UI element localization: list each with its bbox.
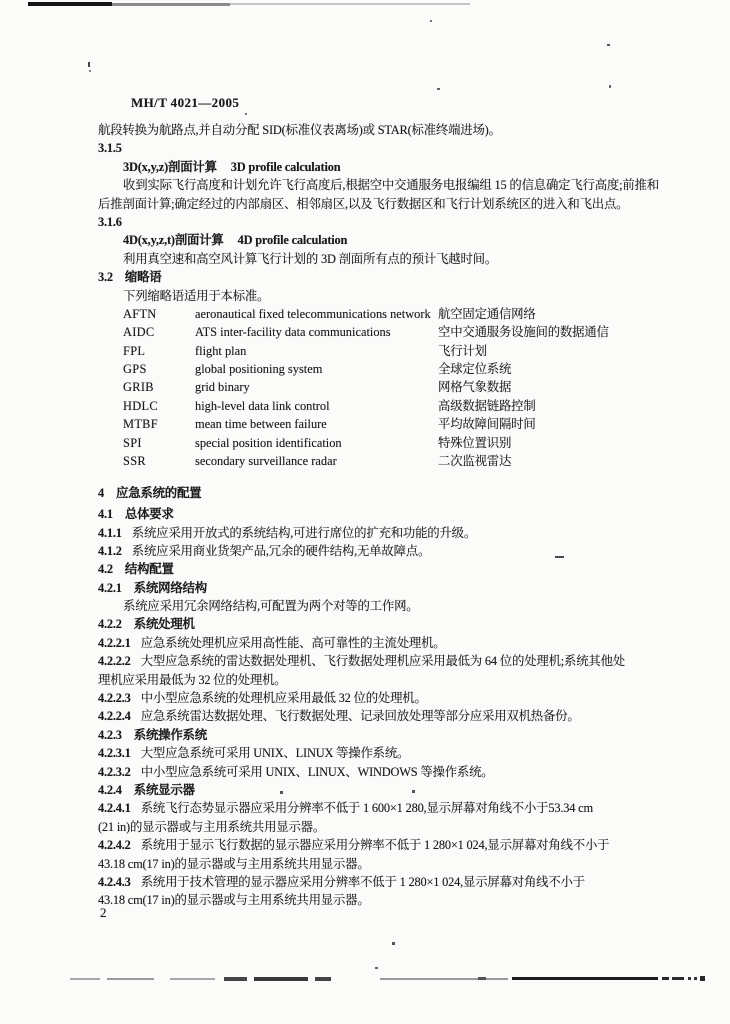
scan-noise-speck <box>392 942 395 945</box>
scan-noise-speck <box>609 85 611 88</box>
abbr-code: GRIB <box>123 380 154 395</box>
abbr-english: aeronautical fixed telecommunications network <box>195 306 431 321</box>
scan-noise-bar <box>478 977 486 980</box>
abbr-code: FPL <box>123 343 146 358</box>
scan-noise-bar <box>70 978 100 980</box>
scan-noise-speck <box>555 556 564 558</box>
clause-text: 理机应采用最低为 32 位的处理机。 <box>98 672 287 687</box>
text-line <box>98 360 646 378</box>
text-line <box>98 378 646 396</box>
scan-noise-bar <box>662 977 669 980</box>
text-line <box>98 891 646 909</box>
scan-noise-speck <box>88 62 90 67</box>
text-line <box>98 818 646 836</box>
text-line <box>98 836 646 854</box>
standard-number-header: MH/T 4021—2005 <box>131 95 240 110</box>
text-line <box>98 397 646 415</box>
clause-text: 航段转换为航路点,并自动分配 SID(标准仪表离场)或 STAR(标准终端进场)。 <box>98 123 501 137</box>
scan-noise-speck <box>437 88 440 90</box>
text-line <box>98 615 646 633</box>
scan-noise-speck <box>430 20 432 22</box>
clause-text: 应急系统处理机应采用高性能、高可靠性的主流处理机。 <box>140 635 446 650</box>
text-line <box>98 873 646 891</box>
text-line <box>98 250 646 268</box>
clause-text: 应急系统的配置 <box>116 485 202 500</box>
scan-noise-bar <box>672 977 684 980</box>
clause-number: 4.2.3 <box>98 727 122 742</box>
abbr-code: HDLC <box>123 398 158 413</box>
clause-text: 系统用于技术管理的显示器应采用分辨率不低于 1 280×1 024,显示屏幕对角线不小于 <box>140 874 585 889</box>
abbr-chinese: 高级数据链路控制 <box>438 398 536 413</box>
clause-number: 4.2.4.3 <box>98 874 131 889</box>
abbr-english: grid binary <box>195 380 250 395</box>
scan-noise-bar <box>28 2 112 6</box>
clause-number: 4.2.1 <box>98 580 122 595</box>
text-line <box>98 799 646 817</box>
clause-number: 4.2.3.2 <box>98 764 131 779</box>
text-line <box>98 579 646 597</box>
term-chinese: 3D(x,y,z)剖面计算 <box>123 159 217 174</box>
abbr-code: SSR <box>123 454 146 469</box>
clause-text: 中小型应急系统的处理机应采用最低 32 位的处理机。 <box>140 691 427 706</box>
clause-number: 3.1.5 <box>98 141 122 156</box>
text-line <box>98 305 646 323</box>
page-number: 2 <box>100 905 107 920</box>
text-line <box>98 139 646 157</box>
text-line <box>98 560 646 578</box>
scan-noise-speck <box>412 790 415 793</box>
text-line <box>98 524 646 542</box>
clause-text: 系统应采用开放式的系统结构,可进行席位的扩充和功能的升级。 <box>131 525 477 540</box>
clause-number: 4 <box>98 485 104 500</box>
text-line <box>98 121 646 139</box>
abbr-chinese: 全球定位系统 <box>438 362 512 377</box>
text-line <box>98 763 646 781</box>
clause-text: 系统应采用商业货架产品,冗余的硬件结构,无单故障点。 <box>131 543 431 558</box>
abbr-chinese: 网格气象数据 <box>438 380 512 395</box>
clause-number: 3.1.6 <box>98 214 122 229</box>
text-line <box>98 744 646 762</box>
scan-noise-bar <box>512 977 658 980</box>
clause-text: 系统处理机 <box>133 617 195 632</box>
text-line <box>98 726 646 744</box>
clause-text: 43.18 cm(17 in)的显示器或与主用系统共用显示器。 <box>98 893 370 908</box>
text-line <box>98 484 646 502</box>
text-line <box>98 195 646 213</box>
clause-text: 利用真空速和高空风计算飞行计划的 3D 剖面所有点的预计飞越时间。 <box>123 251 498 266</box>
text-line <box>98 287 646 305</box>
clause-number: 4.2.2.3 <box>98 691 131 706</box>
document-body <box>98 121 659 910</box>
clause-text: 系统飞行态势显示器应采用分辨率不低于 1 600×1 280,显示屏幕对角线不小于53.34 cm <box>140 801 593 816</box>
abbr-code: GPS <box>123 362 147 377</box>
abbr-english: ATS inter-facility data communications <box>195 325 391 340</box>
clause-number: 4.2.2.4 <box>98 709 131 724</box>
scan-noise-bar <box>170 978 215 980</box>
text-line <box>98 597 646 615</box>
clause-text: 后推剖面计算;确定经过的内部扇区、相邻扇区,以及飞行数据区和飞行计划系统区的进入和飞出点。 <box>98 196 629 211</box>
scan-noise-bar <box>700 976 705 981</box>
text-line <box>98 781 646 799</box>
text-line <box>98 652 646 670</box>
clause-number: 4.1.2 <box>98 543 122 558</box>
text-line <box>98 689 646 707</box>
clause-text: 系统应采用冗余网络结构,可配置为两个对等的工作网。 <box>123 599 419 614</box>
clause-number: 4.2.2.2 <box>98 654 131 669</box>
clause-number: 4.2.2.1 <box>98 635 131 650</box>
term-english: 4D profile calculation <box>237 233 348 248</box>
scan-noise-bar <box>688 977 691 980</box>
abbr-english: high-level data link control <box>195 398 330 413</box>
abbr-english: flight plan <box>195 343 247 358</box>
text-line <box>98 855 646 873</box>
clause-number: 4.2 <box>98 562 113 577</box>
term-chinese: 4D(x,y,z,t)剖面计算 <box>123 233 224 248</box>
clause-number: 4.2.3.1 <box>98 746 131 761</box>
text-line <box>98 158 646 176</box>
scan-noise-bar <box>254 977 308 981</box>
abbr-code: SPI <box>123 435 142 450</box>
clause-text: 中小型应急系统可采用 UNIX、LINUX、WINDOWS 等操作系统。 <box>140 764 494 779</box>
scan-noise-bar <box>112 3 230 6</box>
clause-text: 系统操作系统 <box>133 727 207 742</box>
clause-number: 3.2 <box>98 270 113 285</box>
scan-noise-speck <box>375 967 378 969</box>
scan-noise-bar <box>230 3 470 5</box>
scan-noise-speck <box>245 113 247 115</box>
scan-noise-bar <box>107 978 154 980</box>
text-line <box>98 634 646 652</box>
abbr-chinese: 飞行计划 <box>438 343 487 358</box>
abbr-english: global positioning system <box>195 362 323 377</box>
clause-text: 大型应急系统的雷达数据处理机、飞行数据处理机应采用最低为 64 位的处理机;系统其他处 <box>140 654 625 669</box>
scan-noise-speck <box>89 70 91 72</box>
text-line <box>98 434 646 452</box>
text-line <box>98 213 646 231</box>
abbr-chinese: 平均故障间隔时间 <box>438 417 536 432</box>
clause-number: 4.1 <box>98 507 113 522</box>
abbr-chinese: 二次监视雷达 <box>438 454 512 469</box>
clause-text: 43.18 cm(17 in)的显示器或与主用系统共用显示器。 <box>98 856 370 871</box>
clause-text: 下列缩略语适用于本标准。 <box>123 288 270 303</box>
abbr-code: AFTN <box>123 306 157 321</box>
text-line <box>98 415 646 433</box>
clause-text: 系统网络结构 <box>133 580 207 595</box>
abbr-english: mean time between failure <box>195 417 327 432</box>
text-line <box>98 342 646 360</box>
abbr-chinese: 空中交通服务设施间的数据通信 <box>438 325 609 340</box>
text-line <box>98 176 659 194</box>
text-line <box>98 268 646 286</box>
scan-noise-bar <box>694 977 697 980</box>
abbr-english: special position identification <box>195 435 342 450</box>
abbr-english: secondary surveillance radar <box>195 454 337 469</box>
clause-text: 结构配置 <box>124 562 174 577</box>
text-line <box>98 452 646 470</box>
text-line <box>98 671 646 689</box>
scan-noise-bar <box>224 977 247 981</box>
text-line <box>98 323 646 341</box>
text-line <box>98 707 646 725</box>
abbr-code: MTBF <box>123 417 158 432</box>
clause-text: 系统显示器 <box>133 782 195 797</box>
scan-noise-speck <box>607 44 610 46</box>
clause-text: (21 in)的显示器或与主用系统共用显示器。 <box>98 819 326 834</box>
clause-number: 4.2.2 <box>98 617 122 632</box>
text-line <box>98 231 646 249</box>
clause-text: 应急系统雷达数据处理、飞行数据处理、记录回放处理等部分应采用双机热备份。 <box>140 709 580 724</box>
abbr-chinese: 航空固定通信网络 <box>438 306 536 321</box>
clause-text: 总体要求 <box>124 507 174 522</box>
abbr-chinese: 特殊位置识别 <box>438 435 512 450</box>
scan-noise-bar <box>315 977 331 981</box>
clause-number: 4.2.4.1 <box>98 801 131 816</box>
clause-number: 4.2.4.2 <box>98 838 131 853</box>
scan-noise-speck <box>280 791 283 794</box>
clause-text: 缩略语 <box>124 270 162 285</box>
scan-noise-bar <box>380 978 508 980</box>
clause-number: 4.1.1 <box>98 525 122 540</box>
clause-text: 大型应急系统可采用 UNIX、LINUX 等操作系统。 <box>140 746 410 761</box>
clause-text: 收到实际飞行高度和计划允许飞行高度后,根据空中交通服务电报编组 15 的信息确定飞行高度;前推和 <box>123 178 659 193</box>
clause-text: 系统用于显示飞行数据的显示器应采用分辨率不低于 1 280×1 024,显示屏幕对角线不小于 <box>140 838 610 853</box>
term-english: 3D profile calculation <box>230 159 341 174</box>
text-line <box>98 505 646 523</box>
clause-number: 4.2.4 <box>98 782 122 797</box>
abbr-code: AIDC <box>123 325 155 340</box>
